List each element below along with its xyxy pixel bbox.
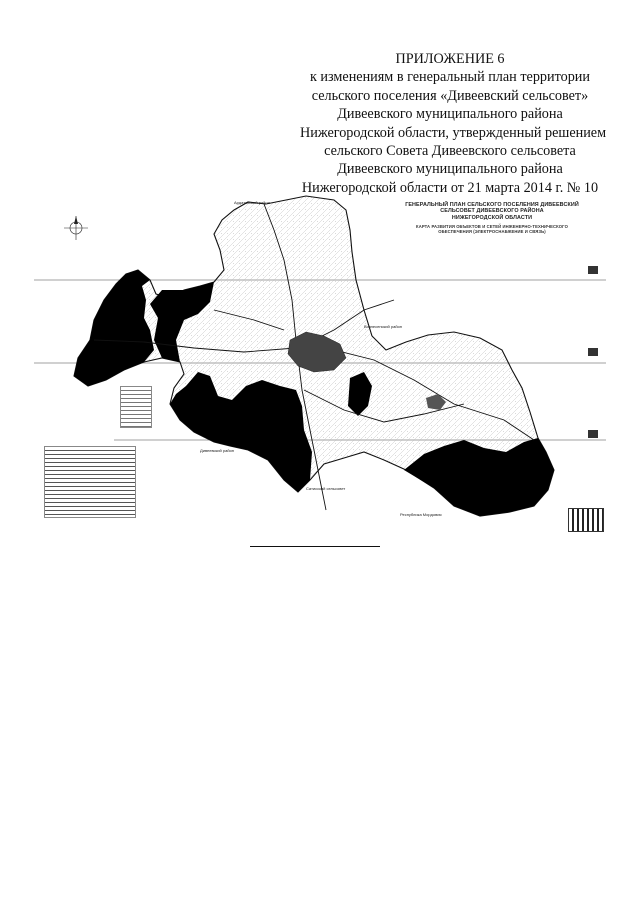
map-subtitle: [394, 224, 590, 234]
legend-block: [568, 508, 604, 532]
legend-block: [44, 446, 136, 518]
district-label-southeast: Республика Мордовия: [400, 512, 442, 517]
appendix-line: Дивеевского муниципального района: [337, 161, 563, 178]
compass-icon: [64, 216, 88, 240]
appendix-line: сельского поселения «Дивеевский сельсовет»: [311, 87, 589, 104]
sheet-marker-icon: [588, 348, 598, 356]
appendix-line: Дивеевского муниципального района: [337, 106, 563, 123]
appendix-line: сельского Совета Дивеевского сельсовета: [324, 143, 576, 160]
district-label-south: Сатисский сельсовет: [306, 486, 346, 491]
map-title-line: НИЖЕГОРОДСКОЙ ОБЛАСТИ: [451, 214, 533, 221]
district-label-east: Вознесенский район: [364, 324, 402, 329]
legend-block: [120, 386, 152, 428]
map-title: [394, 202, 590, 234]
map-subtitle-line: ОБЕСПЕЧЕНИЯ (ЭЛЕКТРОСНАБЖЕНИЕ И СВЯЗЬ): [438, 229, 546, 235]
sheet-marker-icon: [588, 266, 598, 274]
appendix-line: Нижегородской области от 21 марта 2014 г. № 10: [301, 179, 599, 196]
footer-rule: [250, 546, 380, 547]
appendix-line: к изменениям в генеральный план территории: [309, 69, 590, 86]
map-subtitle-line: КАРТА РАЗВИТИЯ ОБЪЕКТОВ И СЕТЕЙ ИНЖЕНЕРНО-ТЕХНИЧЕСКОГО: [416, 224, 568, 230]
sheet-marker-icon: [588, 430, 598, 438]
settlement-map: [34, 190, 606, 540]
map-title-line: СЕЛЬСОВЕТ ДИВЕЕВСКОГО РАЙОНА: [440, 208, 544, 215]
appendix-title: ПРИЛОЖЕНИЕ 6: [395, 51, 505, 67]
appendix-line: Нижегородской области, утвержденный решением: [300, 124, 607, 141]
appendix-header: [300, 50, 607, 197]
district-label-southwest: Дивеевский район: [200, 448, 234, 453]
district-label-north: Ардатовский район: [234, 200, 270, 205]
forest-area: [74, 270, 154, 386]
map-title-line: ГЕНЕРАЛЬНЫЙ ПЛАН СЕЛЬСКОГО ПОСЕЛЕНИЯ ДИВЕЕВСКИЙ: [405, 202, 579, 208]
